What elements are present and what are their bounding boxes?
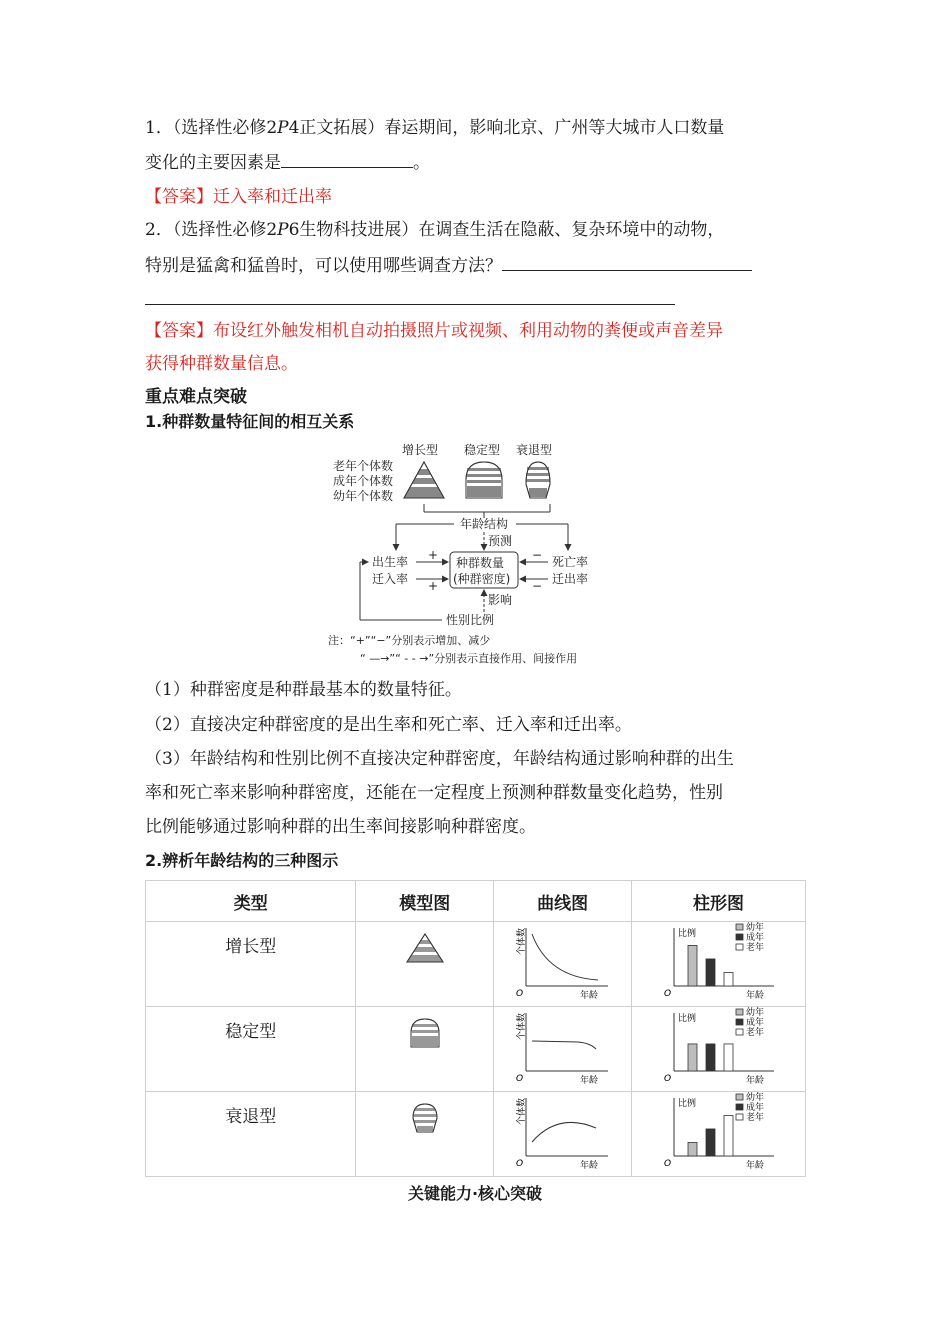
- answer-blank: [281, 151, 413, 168]
- answer-2-line-1: 【答案】布设红外触发相机自动拍摄照片或视频、利用动物的粪便或声音差异: [145, 321, 723, 341]
- point-1: （1）种群密度是种群最基本的数量特征。: [145, 680, 462, 700]
- subsection-1-title: 1.种群数量特征间的相互关系: [145, 412, 355, 431]
- minus-sign: −: [532, 548, 543, 562]
- stable-bar-chart: [654, 1007, 784, 1087]
- center-line-2: (种群密度): [453, 572, 511, 586]
- origin-label: O: [663, 989, 671, 999]
- decline-model-icon: [395, 1098, 455, 1138]
- sex-ratio-label: 性别比例: [446, 613, 495, 627]
- legend-old-swatch: [736, 1114, 743, 1120]
- footer-title: 关键能力·核心突破: [407, 1184, 543, 1203]
- legend-adult-label: 成年: [745, 1103, 764, 1113]
- bar-old: [724, 972, 733, 986]
- legend-young-label: 幼年: [745, 923, 764, 933]
- age-label-adult: 成年个体数: [333, 474, 394, 488]
- legend-young-label: 幼年: [745, 1008, 764, 1018]
- origin-label: O: [515, 989, 523, 999]
- legend-adult-label: 成年: [745, 1018, 764, 1028]
- curve-x-label: 年龄: [579, 991, 598, 1000]
- curve-y-label: 个体数: [516, 1012, 527, 1040]
- legend-old-label: 老年: [745, 1028, 764, 1038]
- header-bar: 柱形图: [632, 881, 806, 922]
- table-header-row: [146, 881, 806, 922]
- question-number: 2．: [145, 220, 173, 240]
- predict-label: 预测: [488, 534, 513, 548]
- type-label-decline: 衰退型: [516, 443, 553, 457]
- answer-tag: 【答案】: [145, 321, 213, 341]
- bar-old: [724, 1044, 733, 1071]
- point-3-line-3: 比例能够通过影响种群的出生率间接影响种群密度。: [145, 817, 536, 837]
- origin-label: O: [515, 1074, 523, 1084]
- question-2-line-1: 2．（选择性必修2P6生物科技进展）在调查生活在隐蔽、复杂环境中的动物，: [145, 220, 725, 240]
- immigration-label: 迁入率: [372, 572, 409, 586]
- point-2: （2）直接决定种群密度的是出生率和死亡率、迁入率和迁出率。: [145, 715, 632, 735]
- center-line-1: 种群数量: [456, 556, 505, 570]
- header-type: 类型: [146, 881, 356, 922]
- legend-adult-swatch: [736, 934, 743, 940]
- bar-young: [688, 1142, 697, 1156]
- influence-label: 影响: [488, 593, 513, 607]
- minus-sign: −: [532, 579, 543, 593]
- point-3-line-1: （3）年龄结构和性别比例不直接决定种群密度，年龄结构通过影响种群的出生: [145, 749, 734, 769]
- bar-adult: [706, 959, 715, 986]
- origin-label: O: [515, 1159, 523, 1169]
- bar-x-label: 年龄: [745, 1076, 764, 1086]
- note-line-1: 注：“+”“−”分别表示增加、减少: [328, 634, 491, 647]
- growth-bar-chart: [654, 922, 784, 1002]
- bar-young: [688, 1044, 697, 1071]
- question-2-line-2: 特别是猛禽和猛兽时，可以使用哪些调查方法？: [145, 254, 752, 277]
- table-row: [146, 922, 806, 1007]
- origin-label: O: [663, 1074, 671, 1084]
- curve-y-label: 个体数: [516, 1097, 527, 1125]
- growth-pyramid: [404, 462, 444, 498]
- bar-x-label: 年龄: [745, 991, 764, 1001]
- question-1-line-1: 1．（选择性必修2P4正文拓展）春运期间，影响北京、广州等大城市人口数量: [145, 118, 725, 138]
- population-features-diagram: [320, 438, 640, 670]
- row-type-label: 稳定型: [225, 1022, 277, 1042]
- legend-adult-swatch: [736, 1019, 743, 1025]
- row-type-label: 衰退型: [225, 1107, 277, 1127]
- legend-young-swatch: [736, 924, 743, 930]
- bar-y-label: 比例: [677, 1099, 696, 1109]
- decline-urn: [526, 462, 550, 498]
- stable-curve-chart: [508, 1007, 618, 1085]
- bar-y-label: 比例: [677, 1014, 696, 1024]
- bar-adult: [706, 1044, 715, 1071]
- question-1-line-2: 变化的主要因素是 。: [145, 153, 430, 173]
- legend-young-label: 幼年: [745, 1093, 764, 1103]
- growth-curve-chart: [508, 922, 618, 1000]
- bar-old: [724, 1115, 733, 1156]
- legend-old-swatch: [736, 1029, 743, 1035]
- growth-model-icon: [395, 928, 455, 968]
- decline-curve-chart: [508, 1092, 618, 1170]
- age-structure-table: [145, 880, 806, 1177]
- header-curve: 曲线图: [494, 881, 632, 922]
- legend-young-swatch: [736, 1094, 743, 1100]
- death-rate-label: 死亡率: [552, 555, 589, 569]
- table-row: [146, 1007, 806, 1092]
- answer-blank: [502, 254, 752, 271]
- plus-sign: +: [428, 548, 439, 562]
- note-line-2: “ —→”“ - - →”分别表示直接作用、间接作用: [360, 652, 578, 665]
- subsection-2-title: 2.辨析年龄结构的三种图示: [145, 851, 339, 870]
- age-structure-label: 年龄结构: [460, 517, 509, 531]
- type-label-stable: 稳定型: [464, 443, 501, 457]
- curve-y-label: 个体数: [516, 927, 527, 955]
- age-label-old: 老年个体数: [333, 459, 394, 473]
- table-row: [146, 1092, 806, 1177]
- curve-x-label: 年龄: [579, 1076, 598, 1085]
- answer-2-line-2: 获得种群数量信息。: [145, 354, 298, 374]
- origin-label: O: [663, 1159, 671, 1169]
- bar-adult: [706, 1129, 715, 1156]
- legend-young-swatch: [736, 1009, 743, 1015]
- answer-blank-line: [145, 304, 675, 305]
- decline-bar-chart: [654, 1092, 784, 1172]
- header-model: 模型图: [356, 881, 494, 922]
- legend-adult-swatch: [736, 1104, 743, 1110]
- bar-young: [688, 945, 697, 986]
- section-title: 重点难点突破: [145, 387, 247, 407]
- stable-model-icon: [395, 1013, 455, 1053]
- type-label-growth: 增长型: [402, 443, 439, 457]
- legend-old-label: 老年: [745, 943, 764, 953]
- birth-rate-label: 出生率: [372, 555, 409, 569]
- legend-adult-label: 成年: [745, 933, 764, 943]
- stable-bell: [466, 462, 502, 498]
- curve-x-label: 年龄: [579, 1161, 598, 1170]
- age-label-young: 幼年个体数: [333, 489, 394, 503]
- question-number: 1．: [145, 118, 173, 138]
- plus-sign: +: [428, 579, 439, 593]
- answer-1: 【答案】迁入率和迁出率: [145, 187, 332, 207]
- legend-old-label: 老年: [745, 1113, 764, 1123]
- point-3-line-2: 率和死亡率来影响种群密度，还能在一定程度上预测种群数量变化趋势，性别: [145, 783, 723, 803]
- bar-y-label: 比例: [677, 929, 696, 939]
- emigration-label: 迁出率: [552, 572, 589, 586]
- legend-old-swatch: [736, 944, 743, 950]
- bar-x-label: 年龄: [745, 1161, 764, 1171]
- row-type-label: 增长型: [225, 937, 277, 957]
- answer-tag: 【答案】: [145, 187, 213, 207]
